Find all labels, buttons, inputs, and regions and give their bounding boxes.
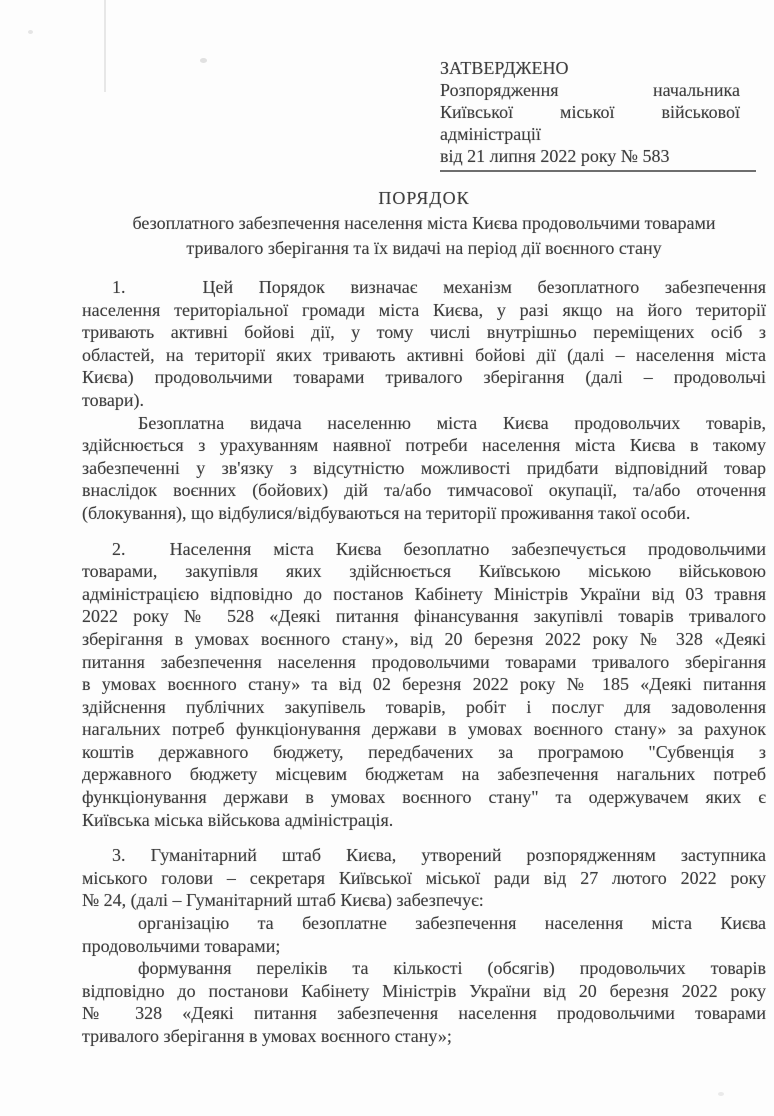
- text-line: Київська міська військова адміністрація.: [82, 809, 394, 830]
- text-line: (блокування), що відбулися/відбуваються на території проживання такої особи.: [82, 502, 691, 523]
- scan-artifact-speck: [718, 1092, 724, 1096]
- paragraph: [82, 912, 766, 957]
- text-line: здійснюється з урахуванням наявної потреби населення міста Києва в такому: [82, 435, 766, 456]
- text-line: державного бюджету місцевим бюджетам на забезпечення нагальних потреб: [82, 764, 766, 785]
- text-line: питання забезпечення населення продовольчими товарами тривалого зберігання: [82, 651, 766, 672]
- scan-artifact-speck: [200, 58, 207, 63]
- text-line: населення територіальної громади міста Києва, у разі якщо на його території: [82, 299, 766, 320]
- document-title: ПОРЯДОК: [378, 188, 470, 208]
- text-line: коштів державного бюджету, передбачених за програмою "Субвенція з: [82, 741, 766, 762]
- text-line: продовольчими товарами;: [82, 935, 281, 956]
- approval-authority-line: адміністрації: [440, 124, 541, 144]
- text-line: 2022 року № 528 «Деякі питання фінансування закупівлі товарів тривалого: [82, 606, 766, 627]
- text-line: внаслідок воєнних (бойових) дій та/або тимчасової окупації, та/або оточення: [82, 480, 766, 501]
- text-line: формування переліків та кількості (обсягів) продовольчих товарів: [138, 958, 766, 979]
- approval-order-line: Розпорядження начальника: [440, 80, 740, 100]
- approval-stamp-label: ЗАТВЕРДЖЕНО: [440, 58, 569, 78]
- approval-date-number: від 21 липня 2022 року № 583: [440, 145, 756, 172]
- paragraph: [82, 538, 766, 832]
- document-subtitle-line: тривалого зберігання та їх видачі на період дії воєнного стану: [186, 238, 662, 258]
- scan-artifact-streak: [104, 0, 106, 92]
- paragraph: [82, 276, 766, 412]
- document-body: [82, 276, 766, 1048]
- text-line: товари).: [82, 389, 145, 410]
- text-line: здійснення публічних закупівель товарів, робіт і послуг для задоволення: [82, 696, 766, 717]
- text-line: Безоплатна видача населенню міста Києва продовольчих товарів,: [138, 412, 766, 433]
- text-line: функціонування держави в умовах воєнного стану" та одержувачем яких є: [82, 787, 766, 808]
- text-line: 2. Населення міста Києва безоплатно забезпечується продовольчими: [112, 538, 766, 559]
- text-line: 3. Гуманітарний штаб Києва, утворений розпорядженням заступника: [112, 845, 766, 866]
- document-title-block: [82, 186, 766, 261]
- text-line: 1. Цей Порядок визначає механізм безоплатного забезпечення: [112, 277, 766, 297]
- text-line: в умовах воєнного стану» та від 02 березня 2022 року № 185 «Деякі питання: [82, 674, 766, 695]
- text-line: нагальних потреб функціонування держави в умовах воєнного стану» за рахунок: [82, 719, 766, 740]
- text-line: № 24, (далі – Гуманітарний штаб Києва) забезпечує:: [82, 890, 484, 911]
- paragraph: [82, 957, 766, 1047]
- text-line: адміністрацією відповідно до постанов Кабінету Міністрів України від 03 травня: [82, 583, 766, 604]
- text-line: міського голови – секретаря Київської міської ради від 27 лютого 2022 року: [82, 867, 766, 888]
- text-line: областей, на території яких тривають активні бойові дії (далі – населення міста: [82, 344, 766, 365]
- text-line: тривалого зберігання в умовах воєнного стану»;: [82, 1026, 452, 1046]
- text-line: організацію та безоплатне забезпечення населення міста Києва: [138, 913, 766, 934]
- text-line: товарами, закупівля яких здійснюється Київською міською військовою: [82, 561, 766, 582]
- scan-artifact-speck: [28, 30, 33, 34]
- text-line: № 328 «Деякі питання забезпечення населення продовольчими товарами: [82, 1003, 766, 1024]
- paragraph: [82, 412, 766, 525]
- text-line: тривають активні бойові дії, у тому числі внутрішньо переміщених осіб з: [82, 322, 766, 343]
- text-line: забезпеченні у зв'язку з відсутністю можливості придбати відповідний товар: [82, 457, 766, 478]
- approval-authority-line: Київської міської військової: [440, 102, 740, 122]
- text-line: відповідно до постанови Кабінету Міністрів України від 20 березня 2022 року: [82, 980, 766, 1001]
- text-line: зберігання в умовах воєнного стану», від 20 березня 2022 року № 328 «Деякі: [82, 628, 766, 649]
- text-line: Києва) продовольчими товарами тривалого зберігання (далі – продовольчі: [82, 367, 766, 388]
- document-subtitle-line: безоплатного забезпечення населення міста Києва продовольчими товарами: [132, 213, 716, 233]
- paragraph: [82, 844, 766, 912]
- approval-block: [440, 57, 740, 172]
